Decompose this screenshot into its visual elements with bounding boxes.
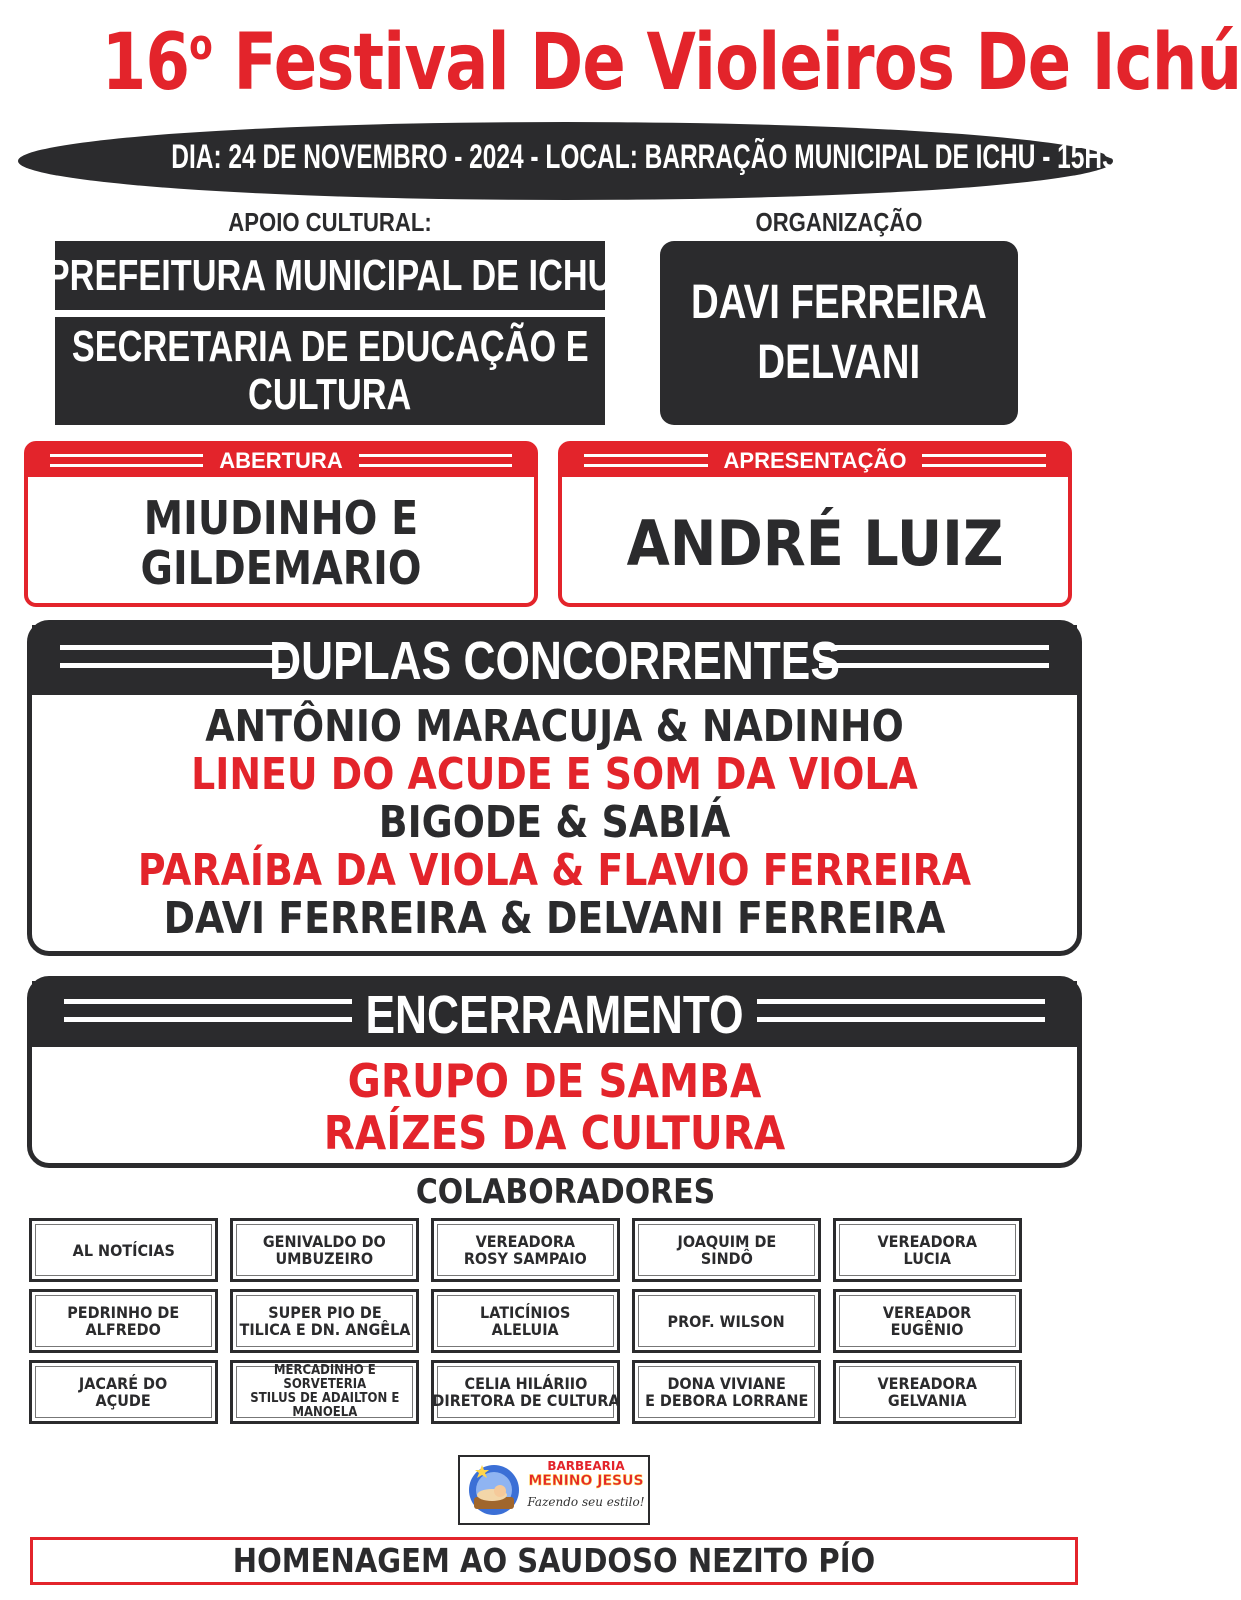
encerramento-card: [27, 976, 1082, 1168]
colaborador-box: [833, 1289, 1022, 1353]
colaborador-name: [668, 1313, 785, 1330]
colaborador-name-line: LUCIA: [903, 1249, 952, 1268]
colaborador-name: [239, 1304, 410, 1338]
colaborador-name: [79, 1375, 167, 1409]
colaborador-name-line: AL NOTÍCIAS: [72, 1240, 175, 1260]
colaborador-name-line: AÇUDE: [95, 1391, 152, 1410]
encerramento-header: [32, 981, 1077, 1047]
colaborador-name-line: SINDÔ: [700, 1249, 753, 1268]
colaborador-name-line: STILUS DE ADAILTON E: [249, 1391, 400, 1406]
colaborador-box: [431, 1360, 620, 1424]
colaborador-box: [29, 1218, 218, 1282]
dupla-4: PARAÍBA DA VIOLA & FLAVIO FERREIRA: [137, 845, 972, 896]
colaborador-name: [480, 1304, 570, 1338]
colaborador-name: [464, 1233, 587, 1267]
colaborador-name-line: TILICA E DN. ANGÊLA: [239, 1320, 410, 1339]
colaborador-box: [632, 1360, 821, 1424]
colaborador-name-line: MERCADINHO E: [273, 1363, 376, 1378]
duplas-label: DUPLAS CONCORRENTES: [269, 631, 840, 691]
colaborador-name-line: SUPER PIO DE: [267, 1303, 382, 1322]
colaborador-name: [645, 1375, 808, 1409]
dupla-3: BIGODE & SABIÁ: [378, 797, 731, 848]
abertura-header: [28, 445, 534, 477]
colaborador-name-line: ALFREDO: [85, 1320, 162, 1339]
colaborador-name-line: GENIVALDO DO: [263, 1232, 386, 1251]
apresentacao-label: APRESENTAÇÃO: [708, 448, 923, 474]
dupla-2: LINEU DO ACUDE E SOM DA VIOLA: [191, 749, 918, 800]
apresentacao-card: [558, 441, 1072, 607]
apoio-secretaria: SECRETARIA DE EDUCAÇÃO E CULTURA: [55, 317, 605, 425]
colaborador-name-line: PEDRINHO DE: [67, 1303, 180, 1322]
apoio-cultural-label: APOIO CULTURAL:: [228, 207, 432, 237]
colaborador-name-line: SORVETERIA: [283, 1377, 366, 1392]
colaborador-name-line: DONA VIVIANE: [667, 1374, 786, 1393]
colaborador-name-line: VEREADORA: [877, 1232, 978, 1251]
colaborador-name-line: EUGÊNIO: [891, 1320, 964, 1339]
dupla-1: ANTÔNIO MARACUJA & NADINHO: [205, 701, 904, 752]
colaborador-name-line: ALELUIA: [491, 1320, 560, 1339]
abertura-label: ABERTURA: [203, 448, 358, 474]
colaborador-name-line: VEREADORA: [877, 1374, 978, 1393]
colaborador-name: [250, 1364, 399, 1420]
homenagem-banner: HOMENAGEM AO SAUDOSO NEZITO PÍO: [30, 1537, 1078, 1585]
duplas-card: [27, 620, 1082, 956]
colaborador-box: [29, 1360, 218, 1424]
colaborador-name-line: JACARÉ DO: [79, 1374, 168, 1393]
colaborador-name-line: DIRETORA DE CULTURA: [431, 1391, 620, 1410]
colaborador-name: [878, 1233, 977, 1267]
colaborador-box: [833, 1360, 1022, 1424]
colaborador-box: [230, 1218, 419, 1282]
colaborador-name-line: MANOELA: [292, 1405, 357, 1420]
festival-title: 16$^o$ Festival De Violeiros De Ichú: [101, 18, 1241, 108]
colaborador-name: [68, 1304, 180, 1338]
encerramento-label: ENCERRAMENTO: [365, 985, 744, 1045]
colaborador-name: [878, 1375, 977, 1409]
organizacao-label: ORGANIZAÇÃO: [755, 207, 923, 237]
colaboradores-label: COLABORADORES: [415, 1172, 716, 1212]
colaborador-name-line: JOAQUIM DE: [677, 1232, 776, 1251]
colaborador-box: [431, 1289, 620, 1353]
apoio-prefeitura: PREFEITURA MUNICIPAL DE ICHU: [55, 241, 605, 310]
apresentacao-host: ANDRÉ LUIZ: [626, 507, 1004, 580]
sponsor-logo: [458, 1455, 650, 1525]
colaborador-name-line: VEREADORA: [475, 1232, 576, 1251]
colaborador-name-line: E DEBORA LORRANE: [644, 1391, 809, 1410]
abertura-card: [24, 441, 538, 607]
colaborador-box: [431, 1218, 620, 1282]
sponsor-name-2: MENINO JESUS: [528, 1473, 644, 1489]
colaborador-name-line: UMBUZEIRO: [275, 1249, 374, 1268]
colaborador-box: [29, 1289, 218, 1353]
colaborador-box: [632, 1218, 821, 1282]
colaborador-box: [230, 1289, 419, 1353]
colaborador-name: [263, 1233, 386, 1267]
abertura-artists: MIUDINHO E GILDEMARIO: [140, 491, 422, 595]
colaborador-name-line: GELVANIA: [888, 1391, 967, 1410]
colaborador-box: [632, 1289, 821, 1353]
colaborador-name-line: CELIA HILÁRIIO: [464, 1374, 587, 1393]
duplas-header: [32, 625, 1077, 695]
colaborador-name: [72, 1242, 174, 1259]
colaborador-box: [833, 1218, 1022, 1282]
encerramento-artists: GRUPO DE SAMBA RAÍZES DA CULTURA: [323, 1054, 786, 1160]
event-date-location: DIA: 24 DE NOVEMBRO - 2024 - LOCAL: BARRAÇÃO MUNICIPAL DE ICHU - 15HS: [171, 138, 1119, 176]
colaborador-box: [230, 1360, 419, 1424]
organizacao-box: DAVI FERREIRA DELVANI: [660, 241, 1018, 425]
colaborador-name: [883, 1304, 971, 1338]
apresentacao-header: [562, 445, 1068, 477]
colaborador-name-line: LATICÍNIOS: [480, 1303, 571, 1322]
sponsor-name-1: BARBEARIA: [547, 1459, 625, 1473]
colaborador-name: [677, 1233, 776, 1267]
duplas-list: [32, 703, 1077, 943]
dupla-5: DAVI FERREIRA & DELVANI FERREIRA: [163, 893, 946, 944]
colaborador-name: [432, 1375, 619, 1409]
colaborador-name-line: PROF. WILSON: [667, 1311, 786, 1331]
colaborador-name-line: VEREADOR: [883, 1303, 972, 1322]
sponsor-tagline: Fazendo seu estilo!: [527, 1495, 645, 1509]
colaborador-name-line: ROSY SAMPAIO: [464, 1249, 587, 1268]
